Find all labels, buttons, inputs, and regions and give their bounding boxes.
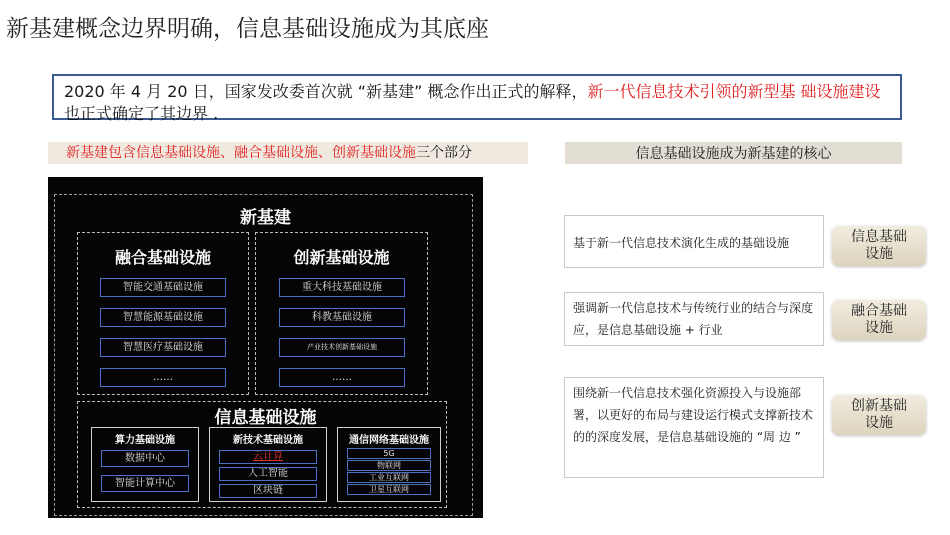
fusion-item: …… [100, 368, 226, 387]
newtech-item: 人工智能 [219, 467, 317, 481]
network-item: 卫星互联网 [347, 484, 431, 495]
quote-text-end: 也正式确定了其边界 . [64, 104, 219, 123]
compute-subgroup [91, 427, 199, 502]
banner-left-text: 三个部分 [416, 145, 472, 161]
fusion-item: 智能交通基础设施 [100, 278, 226, 297]
newtech-title: 新技术基础设施 [233, 435, 303, 446]
innovation-item: 重大科技基础设施 [279, 278, 405, 297]
compute-item: 数据中心 [101, 450, 189, 467]
network-item: 工业互联网 [347, 472, 431, 483]
innovation-title: 创新基础设施 [293, 248, 390, 267]
tag-info-infrastructure: 信息基础 设施 [832, 226, 926, 266]
description-info: 基于新一代信息技术演化生成的基础设施 [564, 215, 824, 268]
newtech-item-highlight: 云计算 [219, 450, 317, 464]
tag-fusion-infrastructure: 融合基础 设施 [832, 300, 926, 340]
section-banner-left [48, 142, 528, 164]
network-title: 通信网络基础设施 [349, 435, 429, 446]
innovation-item: …… [279, 368, 405, 387]
tag-innovation-infrastructure: 创新基础 设施 [832, 395, 926, 435]
fusion-item: 智慧能源基础设施 [100, 308, 226, 327]
info-title: 信息基础设施 [214, 408, 317, 428]
network-item: 物联网 [347, 460, 431, 471]
fusion-title: 融合基础设施 [114, 248, 211, 267]
fusion-group [77, 232, 249, 395]
innovation-group [255, 232, 428, 395]
compute-item: 智能计算中心 [101, 475, 189, 492]
innovation-item: 产业技术创新基础设施 [279, 338, 405, 357]
network-item: 5G [347, 448, 431, 459]
description-innovation: 围绕新一代信息技术强化资源投入与设施部署，以更好的布局与建设运行模式支撑新技术的的深度发展，是信息基础设施的 “周 边 ” [564, 377, 824, 478]
newtech-item: 区块链 [219, 484, 317, 498]
fusion-item: 智慧医疗基础设施 [100, 338, 226, 357]
quote-highlight: 新一代信息技术引领的新型基 础设施建设 [587, 82, 881, 101]
description-fusion: 强调新一代信息技术与传统行业的结合与深度应，是信息基础设施 + 行业 [564, 292, 824, 346]
newtech-subgroup [209, 427, 327, 502]
page-title: 新基建概念边界明确，信息基础设施成为其底座 [6, 16, 489, 42]
innovation-item: 科教基础设施 [279, 308, 405, 327]
banner-left-highlight: 新基建包含信息基础设施、融合基础设施、创新基础设施 [66, 145, 416, 161]
quote-box [52, 74, 902, 123]
quote-text: 2020 年 4 月 20 日，国家发改委首次就 “新基建” 概念作出正式的解释， [64, 82, 588, 101]
diagram-title: 新基建 [240, 208, 291, 228]
compute-title: 算力基础设施 [115, 435, 175, 446]
section-banner-right: 信息基础设施成为新基建的核心 [565, 142, 902, 164]
new-infrastructure-diagram [48, 177, 483, 518]
network-subgroup [337, 427, 441, 502]
